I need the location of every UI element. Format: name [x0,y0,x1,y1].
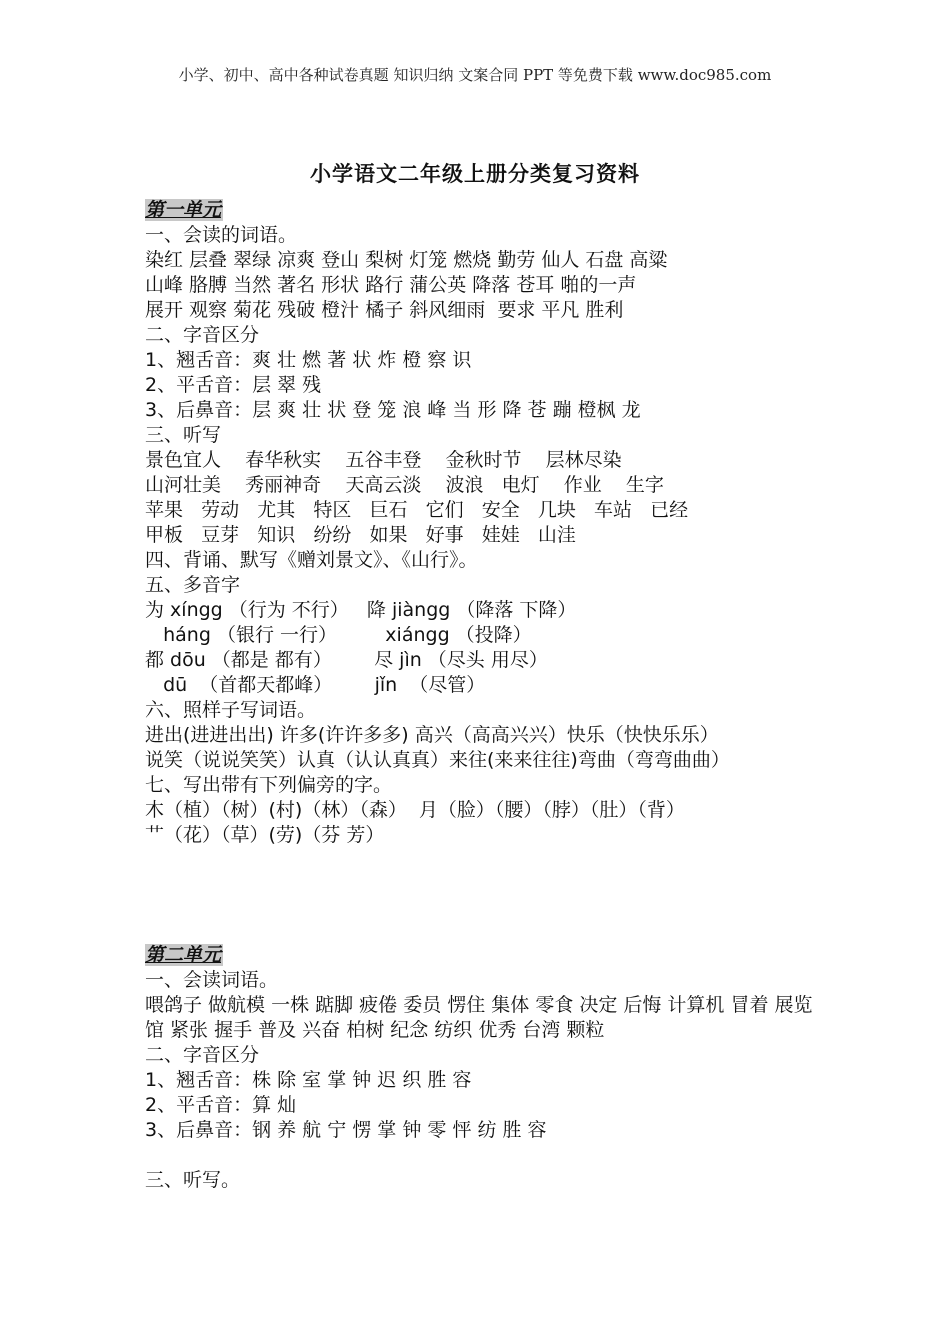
text-line: 展开 观察 菊花 残破 橙汁 橘子 斜风细雨 要求 平凡 胜利 [145,299,624,321]
text-line: 山峰 胳膊 当然 著名 形状 路行 蒲公英 降落 苍耳 啪的一声 [145,274,637,296]
unit-2-section [145,943,825,1193]
text-line: 三、听写 [145,424,222,446]
text-line: 三、听写。 [145,1169,241,1191]
text-line: 1、翘舌音：株 除 室 掌 钟 迟 织 胜 容 [145,1069,472,1091]
text-line: 五、多音字 [145,574,241,596]
text-line: 2、平舌音：算 灿 [145,1094,297,1116]
text-line: 一、会读词语。 [145,969,279,991]
unit-1-section [145,198,825,848]
text-line: 说笑（说说笑笑）认真（认认真真）来往(来来往往)弯曲（弯弯曲曲） [145,749,730,771]
text-line: 进出(进进出出) 许多(许许多多) 高兴（高高兴兴）快乐（快快乐乐） [145,724,719,746]
text-line: 景色宜人 春华秋实 五谷丰登 金秋时节 层林尽染 [145,449,622,471]
text-line: 艹（花）（草）(劳)（芬 芳） [145,824,385,846]
unit-2-heading: 第二单元 [145,944,222,966]
text-line: 3、后鼻音：钢 养 航 宁 愣 掌 钟 零 怦 纺 胜 容 [145,1119,547,1141]
spacer [145,1143,825,1168]
text-line: 3、后鼻音：层 爽 壮 状 登 笼 浪 峰 当 形 降 苍 蹦 橙枫 龙 [145,399,641,421]
text-line: 都 dōu （都是 都有） 尽 jìn （尽头 用尽） [145,649,548,671]
text-line: 木（植）（树）(村)（林）（森） 月（脸）（腰）（脖）（肚）（背） [145,799,685,821]
text-line: 山河壮美 秀丽神奇 天高云淡 波浪 电灯 作业 生字 [145,474,664,496]
text-line: 四、背诵、默写《赠刘景文》、《山行》。 [145,549,478,571]
text-line: 喂鸽子 做航模 一株 踮脚 疲倦 委员 愣住 集体 零食 决定 后悔 计算机 冒着 展览馆 紧张 握手 普及 兴奋 柏树 纪念 纺织 优秀 台湾 颗粒 [145,994,813,1041]
text-line: 苹果 劳动 尤其 特区 巨石 它们 安全 几块 车站 已经 [145,499,689,521]
text-line: 二、字音区分 [145,324,260,346]
unit-1-heading: 第一单元 [145,199,222,221]
text-line: háng （银行 一行） xiángg （投降） [145,624,532,646]
page-title: 小学语文二年级上册分类复习资料 [310,162,640,186]
page-header: 小学、初中、高中各种试卷真题 知识归纳 文案合同 PPT 等免费下载 www.doc985.com [178,66,772,84]
text-line: 染红 层叠 翠绿 凉爽 登山 梨树 灯笼 燃烧 勤劳 仙人 石盘 高粱 [145,249,668,271]
text-line: 甲板 豆芽 知识 纷纷 如果 好事 娃娃 山洼 [145,524,576,546]
text-line: 六、照样子写词语。 [145,699,317,721]
text-line: 一、会读的词语。 [145,224,298,246]
text-line: 2、平舌音：层 翠 残 [145,374,322,396]
text-line: dū （首都天都峰） jǐn （尽管） [145,674,486,696]
text-line: 为 xíngg （行为 不行） 降 jiàngg （降落 下降） [145,599,577,621]
text-line: 七、写出带有下列偏旁的字。 [145,774,393,796]
text-line: 二、字音区分 [145,1044,260,1066]
text-line: 1、翘舌音：爽 壮 燃 著 状 炸 橙 察 识 [145,349,472,371]
